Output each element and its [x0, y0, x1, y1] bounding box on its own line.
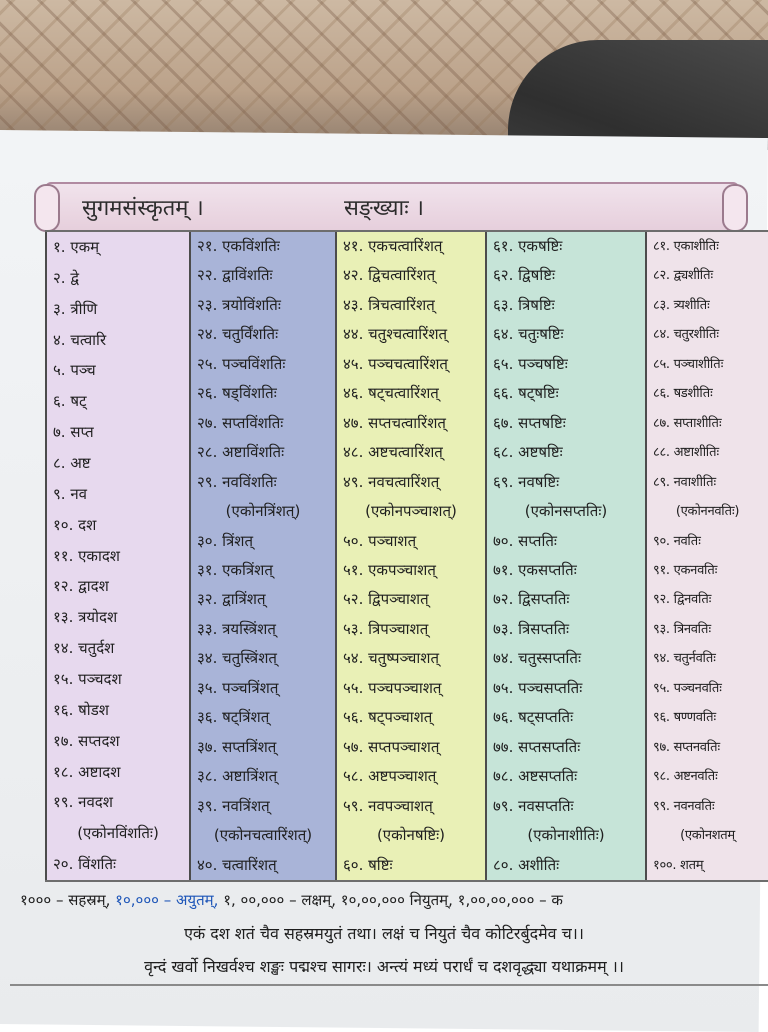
verse-line-2: वृन्दं खर्वो निखर्वश्च शङ्खः पद्मश्च सागरः। अन्त्यं मध्यं परार्धं च दशवृद्ध्या यथाक्रमम् ।।: [144, 957, 624, 976]
number-cell: ८८. अष्टाशीतिः: [653, 445, 719, 461]
number-cell: ६५. पञ्चषष्टिः: [493, 354, 568, 373]
number-cell: (एकोनपञ्चाशत्): [365, 502, 457, 521]
number-cell: १८. अष्टादश: [53, 762, 121, 781]
numbers-table: [45, 230, 768, 882]
column-61-80: [487, 232, 647, 880]
number-cell: ९१. एकनवतिः: [653, 563, 718, 578]
number-cell: ९. नव: [53, 484, 88, 503]
number-cell: (एकोनषष्टिः): [376, 826, 446, 845]
ayutam-label: १०,००० – अयुतम्,: [115, 891, 219, 909]
number-cell: (एकोनाशीतिः): [527, 826, 605, 845]
background-dark-fabric: [508, 40, 768, 150]
number-cell: १३. त्रयोदश: [53, 608, 118, 627]
number-cell: ५. पञ्च: [53, 361, 96, 380]
number-cell: ९२. द्विनवतिः: [653, 592, 712, 608]
number-cell: १२. द्वादश: [53, 577, 109, 596]
number-cell: ६८. अष्टषष्टिः: [493, 443, 563, 462]
number-cell: ५९. नवपञ्चाशत्: [343, 796, 433, 815]
lakh-niyut-label: १, ००,००० – लक्षम्, १०,००,००० नियुतम्,: [223, 891, 453, 909]
number-cell: (एकोननवतिः): [675, 504, 740, 520]
number-cell: ६४. चतुःषष्टिः: [493, 325, 564, 344]
number-cell: ४. चत्वारि: [53, 330, 107, 349]
number-cell: (एकोनचत्वारिंशत्): [213, 826, 313, 845]
number-cell: ७. सप्त: [53, 423, 94, 442]
number-cell: ४७. सप्तचत्वारिंशत्: [343, 413, 446, 432]
number-cell: ७७. सप्तसप्ततिः: [493, 737, 581, 756]
number-cell: ४९. नवचत्वारिंशत्: [343, 472, 440, 491]
crore-label: १,००,००,००० – क: [457, 891, 563, 909]
number-cell: ९७. सप्तनवतिः: [653, 739, 720, 755]
number-cell: (एकोनत्रिंशत्): [225, 502, 301, 521]
verse-line-1: एकं दश शतं चैव सहस्रमयुतं तथा। लक्षं च नियुतं चैव कोटिरर्बुदमेव च।।: [184, 924, 584, 943]
number-cell: ८१. एकाशीतिः: [653, 239, 719, 254]
number-cell: ३९. नवत्रिंशत्: [197, 796, 270, 815]
number-cell: ३. त्रीणि: [53, 299, 98, 318]
number-cell: १७. सप्तदश: [53, 731, 120, 750]
number-cell: ७३. त्रिसप्ततिः: [493, 619, 570, 638]
number-cell: ४५. पञ्चचत्वारिंशत्: [343, 354, 448, 373]
number-cell: ४८. अष्टचत्वारिंशत्: [343, 443, 443, 462]
number-cell: ८३. त्र्यशीतिः: [653, 297, 710, 313]
number-cell: ६०. षष्टिः: [343, 855, 393, 874]
number-cell: ७६. षट्सप्ततिः: [493, 708, 574, 727]
number-cell: २७. सप्तविंशतिः: [197, 413, 284, 432]
number-cell: ६७. सप्तषष्टिः: [493, 413, 566, 432]
number-cell: ३०. त्रिंशत्: [197, 531, 254, 550]
number-cell: २५. पञ्चविंशतिः: [197, 354, 286, 373]
number-cell: ७४. चतुस्सप्ततिः: [493, 649, 581, 668]
number-cell: २१. एकविंशतिः: [197, 237, 280, 255]
number-cell: ५६. षट्पञ्चाशत्: [343, 708, 433, 727]
number-cell: ६१. एकषष्टिः: [493, 237, 563, 255]
number-cell: ३४. चतुस्त्रिंशत्: [197, 649, 277, 668]
number-cell: ५४. चतुष्पञ्चाशत्: [343, 649, 440, 668]
number-cell: ३२. द्वात्रिंशत्: [197, 590, 266, 609]
page-bottom-rule: [10, 984, 768, 986]
number-cell: १५. पञ्चदश: [53, 670, 122, 688]
number-cell: १४. चतुर्दश: [53, 639, 115, 658]
number-cell: ८६. षडशीतिः: [653, 386, 713, 402]
column-81-100: [647, 232, 768, 880]
scroll-ornament-right: [722, 184, 748, 232]
number-cell: १६. षोडश: [53, 700, 109, 719]
number-cell: ५१. एकपञ्चाशत्: [343, 561, 436, 579]
section-title: सङ्ख्याः ।: [344, 196, 424, 221]
number-cell: २. द्वे: [53, 268, 79, 287]
number-cell: ९०. नवतिः: [653, 533, 701, 549]
number-cell: ८. अष्ट: [53, 454, 91, 472]
number-cell: ३३. त्रयस्त्रिंशत्: [197, 619, 276, 638]
number-cell: ४०. चत्वारिंशत्: [197, 855, 277, 874]
number-cell: ८७. सप्ताशीतिः: [653, 415, 722, 431]
number-cell: ३१. एकत्रिंशत्: [197, 561, 273, 579]
scroll-ornament-left: [34, 184, 60, 232]
number-cell: ८०. अशीतिः: [493, 855, 560, 874]
number-cell: ३६. षट्त्रिंशत्: [197, 708, 270, 727]
number-cell: ५८. अष्टपञ्चाशत्: [343, 767, 437, 786]
number-cell: ९८. अष्टनवतिः: [653, 769, 718, 785]
number-cell: ४२. द्विचत्वारिंशत्: [343, 266, 436, 285]
number-cell: ४६. षट्चत्वारिंशत्: [343, 384, 439, 403]
number-cell: २२. द्वाविंशतिः: [197, 266, 273, 285]
number-cell: ७८. अष्टसप्ततिः: [493, 767, 578, 786]
column-21-40: [191, 232, 337, 880]
number-cell: ६२. द्विषष्टिः: [493, 266, 555, 285]
number-cell: १००. शतम्: [653, 857, 704, 873]
number-cell: ३५. पञ्चत्रिंशत्: [197, 678, 279, 697]
number-cell: ५३. त्रिपञ्चाशत्: [343, 619, 429, 638]
column-41-60: [337, 232, 487, 880]
number-cell: २६. षड्विंशतिः: [197, 384, 277, 403]
number-cell: (एकोनविंशतिः): [77, 824, 159, 843]
number-cell: २०. विंशतिः: [53, 855, 117, 874]
number-cell: ९३. त्रिनवतिः: [653, 621, 711, 637]
number-cell: १. एकम्: [53, 238, 100, 256]
number-cell: ४१. एकचत्वारिंशत्: [343, 237, 443, 255]
number-cell: ११. एकादश: [53, 546, 121, 565]
large-numbers-line: [0, 890, 768, 910]
column-1-20: [45, 232, 191, 880]
number-cell: ७९. नवसप्ततिः: [493, 796, 574, 815]
number-cell: २३. त्रयोविंशतिः: [197, 295, 281, 314]
thousand-label: १००० – सहस्रम्,: [20, 891, 111, 909]
number-cell: ४४. चतुश्चत्वारिंशत्: [343, 325, 448, 344]
number-cell: १०. दश: [53, 515, 97, 534]
number-cell: ५५. पञ्चपञ्चाशत्: [343, 678, 442, 697]
number-cell: ९५. पञ्चनवतिः: [653, 680, 722, 696]
number-cell: ६. षट्: [53, 392, 87, 411]
number-cell: ६९. नवषष्टिः: [493, 472, 560, 491]
number-cell: ६६. षट्षष्टिः: [493, 384, 559, 403]
number-cell: ८२. द्व्यशीतिः: [653, 268, 713, 284]
number-cell: ५७. सप्तपञ्चाशत्: [343, 737, 440, 756]
number-cell: ४३. त्रिचत्वारिंशत्: [343, 295, 435, 314]
number-cell: १९. नवदश: [53, 793, 113, 812]
number-cell: (एकोनसप्ततिः): [524, 502, 608, 521]
number-cell: ६३. त्रिषष्टिः: [493, 295, 555, 314]
number-cell: ८५. पञ्चाशीतिः: [653, 356, 724, 372]
number-cell: २४. चतुर्विंशतिः: [197, 325, 279, 344]
number-cell: ५२. द्विपञ्चाशत्: [343, 590, 429, 609]
number-cell: ७०. सप्ततिः: [493, 531, 557, 550]
number-cell: ३७. सप्तत्रिंशत्: [197, 737, 277, 756]
number-cell: ९९. नवनवतिः: [653, 798, 715, 814]
book-title: सुगमसंस्कृतम् ।: [82, 196, 204, 221]
number-cell: ७५. पञ्चसप्ततिः: [493, 678, 583, 697]
number-cell: ९६. षण्णवतिः: [653, 710, 716, 726]
number-cell: २८. अष्टाविंशतिः: [197, 443, 285, 462]
number-cell: २९. नवविंशतिः: [197, 472, 277, 491]
number-cell: ८४. चतुरशीतिः: [653, 327, 719, 343]
number-cell: ७१. एकसप्ततिः: [493, 561, 577, 579]
number-cell: ९४. चतुर्नवतिः: [653, 651, 716, 667]
number-cell: ३८. अष्टात्रिंशत्: [197, 767, 278, 786]
number-cell: ८९. नवाशीतिः: [653, 474, 716, 490]
number-cell: ७२. द्विसप्ततिः: [493, 590, 570, 609]
number-cell: (एकोनशतम्: [680, 828, 735, 844]
number-cell: ५०. पञ्चाशत्: [343, 531, 417, 550]
